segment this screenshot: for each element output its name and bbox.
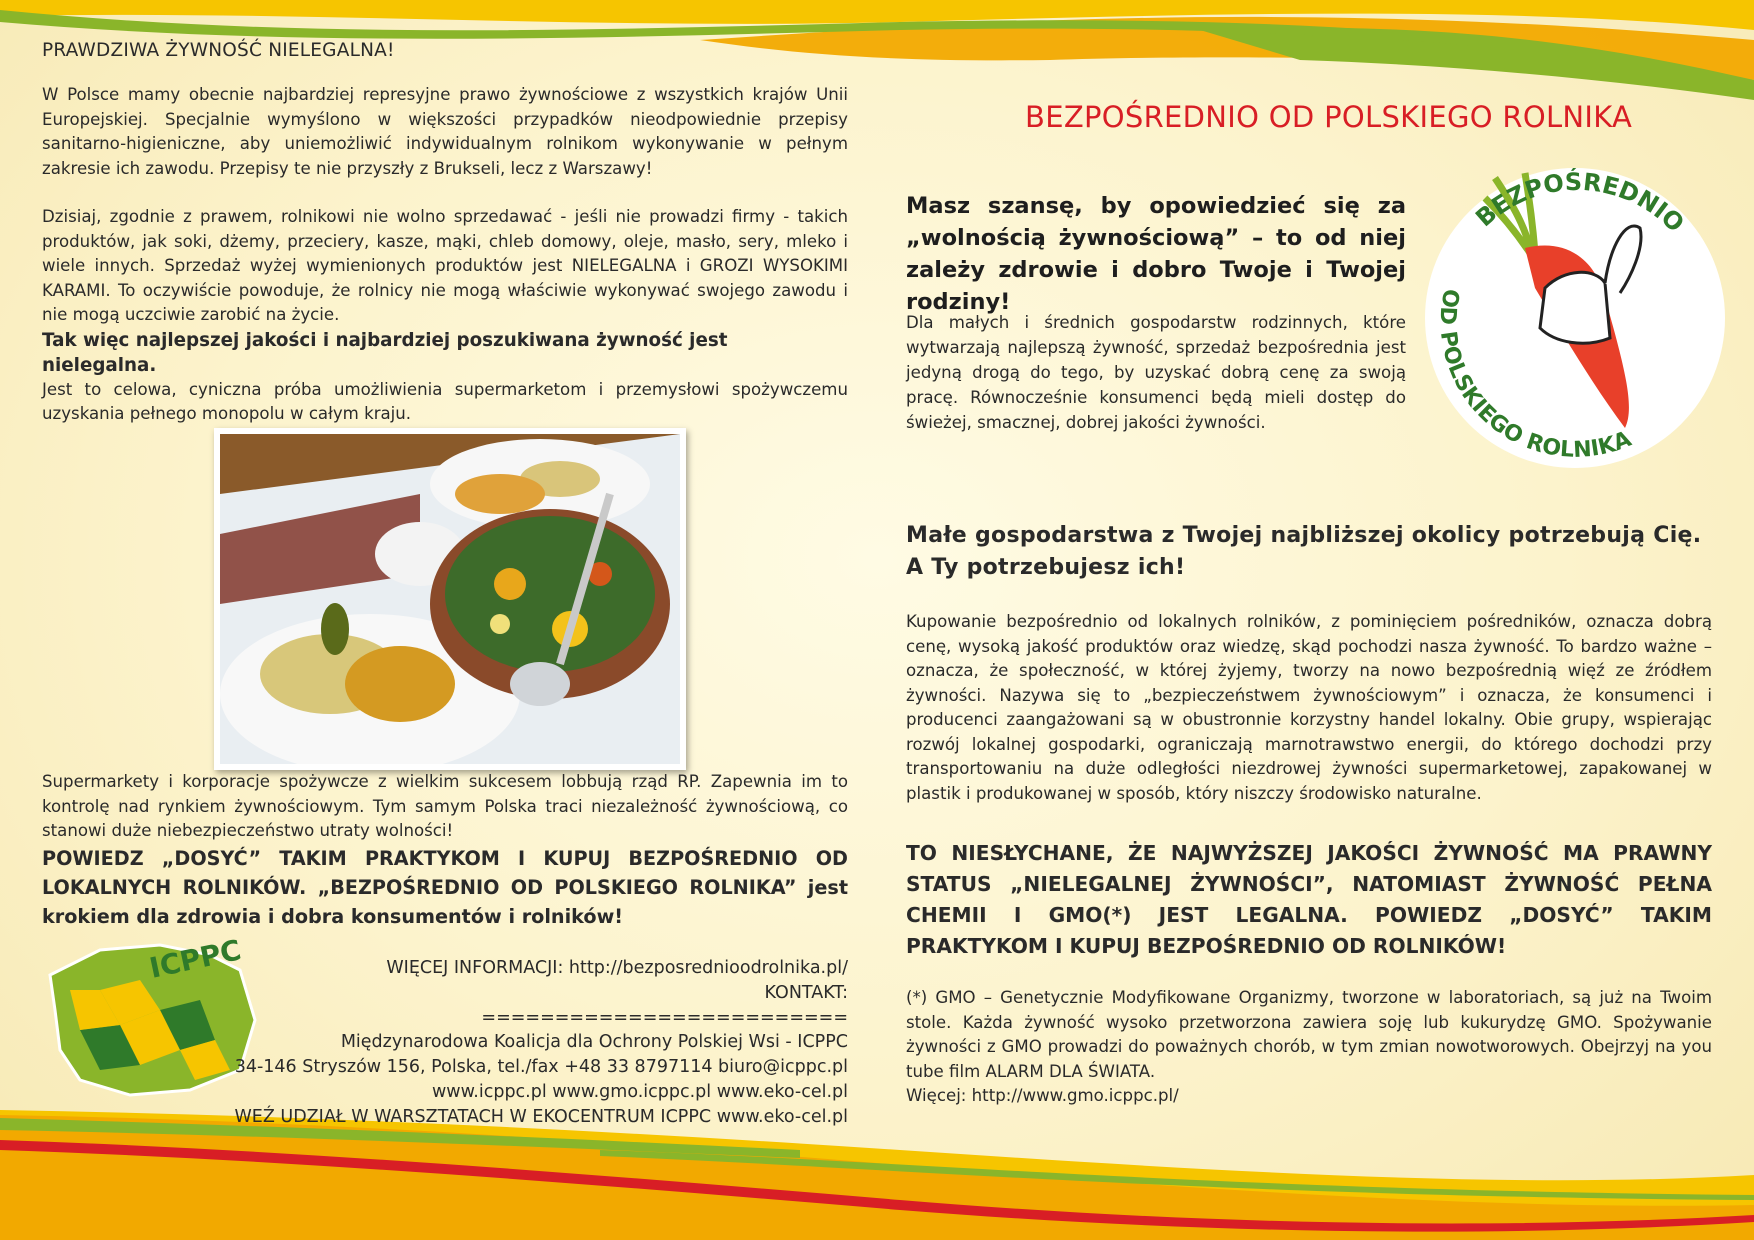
contact-sites: www.icppc.pl www.gmo.icppc.pl www.eko-cel.pl xyxy=(431,1081,848,1102)
right-subheading: Małe gospodarstwa z Twojej najbliższej okolicy potrzebują Cię. A Ty potrzebujesz ich! xyxy=(906,523,1702,580)
right-small-paragraph: Dla małych i średnich gospodarstw rodzinnych, które wytwarzają najlepszą żywność, sprzedaż bezpośrednia jest jedyną drogą do tego, by uzyskać dobrą cenę za swoją pracę. Równocześnie konsumenci będą mieli dostęp do świeżej, smacznej, dobrej jakości żywności. xyxy=(906,313,1406,432)
right-lower xyxy=(906,520,1712,1109)
contact-org: Międzynarodowa Koalicja dla Ochrony Polskiej Wsi - ICPPC xyxy=(340,1032,848,1053)
icppc-logo-text: ICPPC xyxy=(146,933,244,985)
left-column xyxy=(42,40,848,427)
badge-top-text: BEZPOŚREDNIO xyxy=(1470,168,1690,238)
left-paragraph-1: W Polsce mamy obecnie najbardziej represyjne prawo żywnościowe z wszystkich krajów Unii Europejskiej. Specjalnie wymyślono w większości przypadków nieodpowiednie przepisy sanitarno-higieniczne, aby uniemożliwić indywidualnym rolnikom wykonywanie w pełnym zakresie ich zawodu. Przepisy te nie przyszły z Brukseli, lecz z Warszawy! xyxy=(42,85,848,178)
left-paragraph-2: Dzisiaj, zgodnie z prawem, rolnikowi nie wolno sprzedawać - jeśli nie prowadzi firmy - takich produktów, jak soki, dżemy, przeciery, kasze, mąki, chleb domowy, oleje, masło, sery, mleko i wiele innych. Sprzedaż wyżej wymienionych produktów jest NIELEGALNA i GROZI WYSOKIMI KARAMI. To oczywiście powoduje, że rolnicy nie mogą właściwie wykonywać swojego zawodu i nie mogą uczciwie zarobić na życie. xyxy=(42,207,848,324)
bezposrednio-badge xyxy=(1425,168,1725,468)
right-caps-statement: TO NIESŁYCHANE, ŻE NAJWYŻSZEJ JAKOŚCI ŻYWNOŚĆ MA PRAWNY STATUS „NIELEGALNEJ ŻYWNOŚCI”, NATOMIAST ŻYWNOŚĆ PEŁNA CHEMII I GMO(*) JEST LEGALNA. POWIEDZ „DOSYĆ” TAKIM PRAKTYKOM I KUPUJ BEZPOŚREDNIO OD ROLNIKÓW! xyxy=(906,841,1712,958)
contact-divider: ========================= xyxy=(481,1007,848,1028)
contact-workshops: WEŹ UDZIAŁ W WARSZTATACH W EKOCENTRUM ICPPC www.eko-cel.pl xyxy=(234,1106,848,1127)
left-bold-line: Tak więc najlepszej jakości i najbardziej poszukiwana żywność jest nielegalna. xyxy=(42,329,728,376)
badge-bottom-text: OD POLSKIEGO ROLNIKA xyxy=(1434,286,1635,463)
right-more-link: Więcej: http://www.gmo.icppc.pl/ xyxy=(906,1086,1179,1105)
left-call-to-action xyxy=(42,844,848,931)
food-photo-illustration xyxy=(220,434,680,764)
left-bottom xyxy=(42,770,848,931)
left-heading: PRAWDZIWA ŻYWNOŚĆ NIELEGALNA! xyxy=(42,40,395,61)
left-paragraph-4: Supermarkety i korporacje spożywcze z wielkim sukcesem lobbują rząd RP. Zapewnia im to kontrolę nad rynkiem żywnościowym. Tym samym Polska traci niezależność żywnościową, co stanowi duże niebezpieczeństwo utraty wolności! xyxy=(42,772,848,840)
contact-info: WIĘCEJ INFORMACJI: http://bezposrednioodrolnika.pl/ xyxy=(386,958,848,978)
contact-label: KONTAKT: xyxy=(764,982,848,1003)
contact-block xyxy=(200,956,848,1130)
left-paragraph-3: Jest to celowa, cyniczna próba umożliwienia supermarketom i przemysłowi spożywczemu uzyskania pełnego monopolu w całym kraju. xyxy=(42,379,848,423)
right-title: BEZPOŚREDNIO OD POLSKIEGO ROLNIKA xyxy=(1025,100,1633,134)
badge-carrot-hand-icon xyxy=(1425,168,1725,468)
right-footnote: (*) GMO – Genetycznie Modyfikowane Organizmy, tworzone w laboratoriach, są już na Twoim stole. Każda żywność wysoko przetworzona zawiera soję lub kukurydzę GMO. Spożywanie żywności z GMO prowadzi do poważnych chorób, w tym zmian nowotworowych. Obejrzyj na you tube film ALARM DLA ŚWIATA. xyxy=(906,988,1712,1081)
left-call-rest: „BEZPOŚREDNIO OD POLSKIEGO ROLNIKA” jest krokiem dla zdrowia i dobra konsumentów i rolników! xyxy=(42,875,848,928)
contact-address: 34-146 Stryszów 156, Polska, tel./fax +48 33 8797114 biuro@icppc.pl xyxy=(234,1057,848,1078)
right-intro: Masz szansę, by opowiedzieć się za „wolnością żywnościową” – to od niej zależy zdrowie i dobro Twoje i Twojej rodziny! xyxy=(906,193,1406,315)
left-call-caps: POWIEDZ „DOSYĆ” TAKIM PRAKTYKOM I KUPUJ BEZPOŚREDNIO OD LOKALNYCH ROLNIKÓW. xyxy=(42,846,848,899)
right-paragraph: Kupowanie bezpośrednio od lokalnych rolników, z pominięciem pośredników, oznacza dobrą cenę, wysoką jakość produktów oraz wiedzę, skąd pochodzi nasza żywność. To bardzo ważne – oznacza, że społeczność, w której żyjemy, tworzy na nowo bezpośrednią więź ze źródłem żywności. Nazywa się to „bezpieczeństwem żywnościowym” i oznacza, że konsumenci i producenci zaangażowani są w obustronnie korzystny handel lokalny. Obie grupy, wspierając rozwój lokalnej gospodarki, ograniczają marnotrawstwo energii, do którego dochodzi przy transportowaniu na duże odległości niezdrowej żywności supermarketowej, zapakowanej w plastik i produkowanej w sposób, który niszczy środowisko naturalne. xyxy=(906,612,1712,803)
food-photo xyxy=(214,428,686,770)
